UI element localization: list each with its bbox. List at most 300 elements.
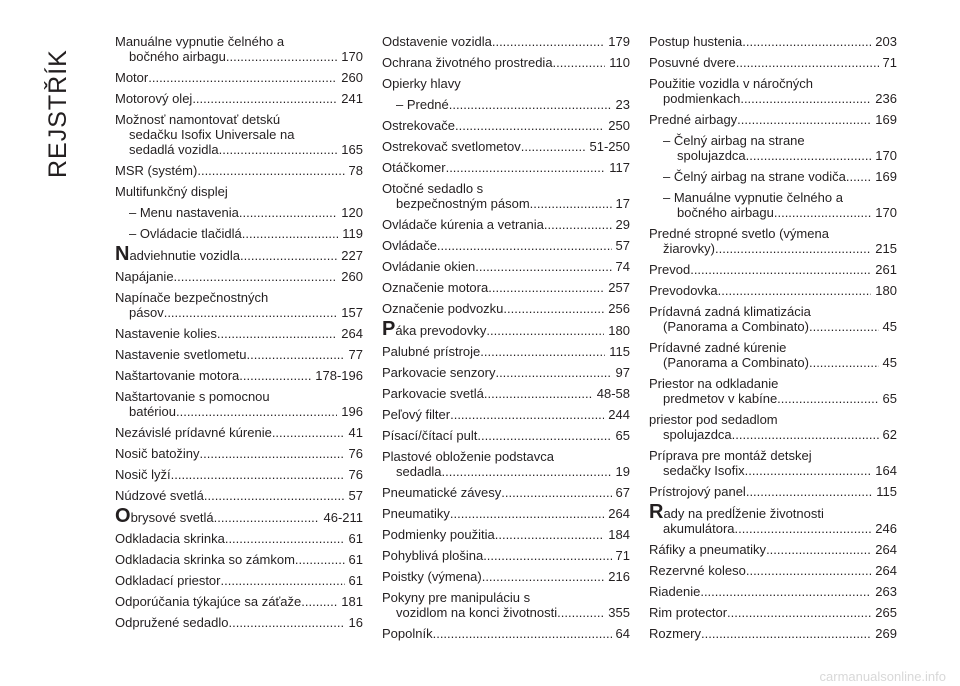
index-entry bbox=[649, 376, 897, 406]
page-number: 181 bbox=[341, 594, 363, 609]
index-entry bbox=[115, 425, 363, 440]
index-entry bbox=[382, 318, 630, 340]
index-entry bbox=[649, 55, 897, 70]
index-entry bbox=[382, 449, 630, 479]
leader-dots bbox=[242, 226, 339, 241]
entry-text: – Predné bbox=[396, 97, 449, 112]
index-entry bbox=[115, 368, 363, 383]
index-entry bbox=[115, 269, 363, 284]
page-number: 260 bbox=[341, 269, 363, 284]
entry-text: Použitie vozidla v náročných bbox=[649, 76, 814, 91]
entry-text: Napájanie. bbox=[115, 269, 178, 284]
page-number: 184 bbox=[608, 527, 630, 542]
leader-dots bbox=[295, 552, 345, 567]
entry-text: áka prevodovky bbox=[395, 323, 487, 338]
index-entry bbox=[649, 584, 897, 599]
index-entry bbox=[649, 133, 897, 163]
leader-dots bbox=[272, 425, 345, 440]
page-number: 97 bbox=[615, 365, 630, 380]
leader-dots bbox=[704, 584, 871, 599]
leader-dots bbox=[746, 484, 872, 499]
page-number: 170 bbox=[341, 49, 363, 64]
leader-dots bbox=[483, 548, 611, 563]
entry-text: Prídavná zadná klimatizácia bbox=[649, 304, 811, 319]
entry-text: bočného airbagu bbox=[129, 49, 226, 64]
leader-dots bbox=[521, 139, 586, 154]
index-column-2 bbox=[382, 34, 630, 647]
page-number: 269 bbox=[875, 626, 897, 641]
index-entry bbox=[115, 205, 363, 220]
entry-text: Prídavné zadné kúrenie bbox=[649, 340, 787, 355]
index-entry bbox=[382, 428, 630, 443]
page-number: 115 bbox=[876, 484, 897, 499]
entry-text: sedačky Isofix bbox=[663, 463, 745, 478]
entry-text: Pneumatické závesy bbox=[382, 485, 502, 500]
leader-dots bbox=[221, 573, 345, 588]
entry-text: Nezávislé prídavné kúrenie bbox=[115, 425, 272, 440]
index-entry bbox=[115, 226, 363, 241]
entry-text: Peľový filter bbox=[382, 407, 451, 422]
leader-dots bbox=[488, 386, 593, 401]
entry-text: Manuálne vypnutie čelného a bbox=[115, 34, 285, 49]
page-number: 215 bbox=[875, 241, 897, 256]
leader-dots bbox=[239, 368, 311, 383]
leader-dots bbox=[240, 248, 337, 263]
entry-text: (Panorama a Combinato) bbox=[663, 355, 809, 370]
index-entry bbox=[115, 91, 363, 106]
index-entry bbox=[649, 542, 897, 557]
page-number: 355 bbox=[608, 605, 630, 620]
index-entry bbox=[649, 605, 897, 620]
leader-dots bbox=[305, 594, 337, 609]
entry-text: Prevodovka bbox=[649, 283, 718, 298]
index-entry bbox=[382, 527, 630, 542]
page-number: 250 bbox=[608, 118, 630, 133]
leader-dots bbox=[774, 205, 871, 220]
leader-dots bbox=[749, 563, 871, 578]
leader-dots bbox=[200, 446, 345, 461]
page-number: 170 bbox=[875, 148, 897, 163]
page-number: 246 bbox=[875, 521, 897, 536]
page-number: 74 bbox=[615, 259, 630, 274]
index-entry bbox=[649, 283, 897, 298]
page-number: 78 bbox=[348, 163, 363, 178]
page-number: 257 bbox=[608, 280, 630, 295]
page-number: 61 bbox=[348, 573, 363, 588]
entry-text: Núdzové svetlá bbox=[115, 488, 204, 503]
entry-text: Nastavenie kolies bbox=[115, 326, 217, 341]
entry-text: ady na predĺženie životnosti bbox=[663, 506, 824, 521]
entry-text: priestor pod sedadlom bbox=[649, 412, 778, 427]
index-entry bbox=[115, 163, 363, 178]
leader-dots bbox=[556, 55, 605, 70]
page-number: 62 bbox=[882, 427, 897, 442]
leader-dots bbox=[446, 160, 606, 175]
page-number: 157 bbox=[341, 305, 363, 320]
leader-dots bbox=[479, 259, 612, 274]
entry-text: Predné airbagy bbox=[649, 112, 738, 127]
entry-text: spolujazdca bbox=[677, 148, 746, 163]
page-number: 170 bbox=[875, 205, 897, 220]
page-number: 110 bbox=[609, 55, 630, 70]
page-number: 45 bbox=[882, 355, 897, 370]
index-entry bbox=[649, 412, 897, 442]
index-entry bbox=[115, 243, 363, 265]
index-entry bbox=[115, 389, 363, 419]
entry-text: Ovládanie okien. bbox=[382, 259, 479, 274]
leader-dots bbox=[174, 467, 344, 482]
entry-text: Postup hustenia bbox=[649, 34, 743, 49]
page-number: 236 bbox=[875, 91, 897, 106]
page-number: 119 bbox=[342, 226, 363, 241]
leader-dots bbox=[450, 407, 604, 422]
page-number: 165 bbox=[341, 142, 363, 157]
entry-text: – Ovládacie tlačidlá bbox=[129, 226, 242, 241]
section-letter: R bbox=[649, 501, 664, 523]
entry-text: Poistky (výmena) bbox=[382, 569, 482, 584]
index-entry bbox=[649, 76, 897, 106]
entry-text: Písací/čítací pult bbox=[382, 428, 478, 443]
page-number: 45 bbox=[882, 319, 897, 334]
index-entry bbox=[382, 626, 630, 641]
leader-dots bbox=[533, 196, 611, 211]
entry-text: Odkladacia skrinka so zámkom bbox=[115, 552, 295, 567]
entry-text: spolujazdca. bbox=[663, 427, 736, 442]
page-number: 71 bbox=[882, 55, 897, 70]
entry-text: Plastové obloženie podstavca bbox=[382, 449, 555, 464]
entry-text: Palubné prístroje bbox=[382, 344, 481, 359]
page-number: 19 bbox=[615, 464, 630, 479]
leader-dots bbox=[746, 148, 872, 163]
index-entry bbox=[382, 301, 630, 316]
index-entry bbox=[649, 304, 897, 334]
index-entry bbox=[649, 262, 897, 277]
index-entry bbox=[115, 531, 363, 546]
watermark: carmanualsonline.info bbox=[819, 669, 946, 684]
entry-text: brysové svetlá bbox=[130, 510, 214, 525]
index-entry bbox=[115, 446, 363, 461]
leader-dots bbox=[740, 91, 871, 106]
entry-text: Parkovacie svetlá. bbox=[382, 386, 488, 401]
entry-text: Odstavenie vozidla bbox=[382, 34, 492, 49]
leader-dots bbox=[176, 404, 337, 419]
leader-dots bbox=[459, 118, 605, 133]
page-number: 180 bbox=[875, 283, 897, 298]
leader-dots bbox=[441, 238, 612, 253]
page-number: 264 bbox=[341, 326, 363, 341]
entry-text: sedačku Isofix Universale na bbox=[129, 127, 295, 142]
leader-dots bbox=[232, 615, 344, 630]
entry-text: Naštartovanie motora bbox=[115, 368, 240, 383]
leader-dots bbox=[214, 510, 320, 525]
section-letter: N bbox=[115, 243, 130, 265]
page-number: 65 bbox=[882, 391, 897, 406]
index-entry bbox=[382, 365, 630, 380]
index-column-3 bbox=[649, 34, 897, 647]
leader-dots bbox=[846, 169, 871, 184]
index-entry bbox=[115, 594, 363, 609]
entry-text: Príprava pre montáž detskej bbox=[649, 448, 812, 463]
entry-text: batériou bbox=[129, 404, 176, 419]
entry-text: Motor bbox=[115, 70, 149, 85]
index-entry bbox=[115, 326, 363, 341]
page-number: 61 bbox=[348, 552, 363, 567]
entry-text: Otáčkomer bbox=[382, 160, 446, 175]
page-number: 264 bbox=[875, 542, 897, 557]
page-number: 180 bbox=[608, 323, 630, 338]
leader-dots bbox=[492, 280, 604, 295]
entry-text: podmienkach bbox=[663, 91, 741, 106]
leader-dots bbox=[492, 34, 604, 49]
entry-text: Otočné sedadlo s bbox=[382, 181, 484, 196]
index-entry bbox=[382, 238, 630, 253]
page-number: 57 bbox=[615, 238, 630, 253]
index-entry bbox=[115, 290, 363, 320]
index-entry bbox=[115, 467, 363, 482]
index-entry bbox=[115, 347, 363, 362]
page-number: 260 bbox=[341, 70, 363, 85]
index-entry bbox=[382, 259, 630, 274]
entry-text: Odkladací priestor bbox=[115, 573, 221, 588]
entry-text: Riadenie. bbox=[649, 584, 704, 599]
entry-text: bočného airbagu bbox=[677, 205, 774, 220]
index-entry bbox=[382, 139, 630, 154]
index-entry bbox=[115, 552, 363, 567]
leader-dots bbox=[738, 521, 871, 536]
page-number: 203 bbox=[875, 34, 897, 49]
index-entry bbox=[649, 340, 897, 370]
page-number: 263 bbox=[875, 584, 897, 599]
entry-text: – Čelný airbag na strane vodiča bbox=[663, 169, 846, 184]
index-entry bbox=[382, 569, 630, 584]
index-entry bbox=[382, 217, 630, 232]
entry-text: Napínače bezpečnostných bbox=[115, 290, 269, 305]
entry-text: Pokyny pre manipuláciu s bbox=[382, 590, 531, 605]
page-number: 196 bbox=[341, 404, 363, 419]
index-entry bbox=[382, 548, 630, 563]
index-entry bbox=[115, 505, 363, 527]
index-entry bbox=[382, 34, 630, 49]
entry-text: Odporúčania týkajúce sa záťaže. bbox=[115, 594, 305, 609]
index-entry bbox=[649, 112, 897, 127]
index-entry bbox=[115, 70, 363, 85]
entry-text: – Čelný airbag na strane bbox=[663, 133, 805, 148]
index-entry bbox=[382, 97, 630, 112]
page-number: 48-58 bbox=[596, 386, 630, 401]
page-number: 29 bbox=[615, 217, 630, 232]
leader-dots bbox=[226, 49, 337, 64]
index-entry bbox=[382, 76, 630, 91]
leader-dots bbox=[177, 269, 337, 284]
page-number: 23 bbox=[615, 97, 630, 112]
entry-text: Odkladacia skrinka bbox=[115, 531, 225, 546]
leader-dots bbox=[737, 112, 871, 127]
leader-dots bbox=[809, 355, 879, 370]
page-number: 51-250 bbox=[589, 139, 630, 154]
leader-dots bbox=[742, 34, 871, 49]
page-number: 117 bbox=[609, 160, 630, 175]
index-column-1 bbox=[115, 34, 363, 636]
leader-dots bbox=[809, 319, 879, 334]
page-number: 67 bbox=[615, 485, 630, 500]
index-entry bbox=[649, 501, 897, 536]
index-entry bbox=[382, 55, 630, 70]
page-number: 178-196 bbox=[315, 368, 363, 383]
leader-dots bbox=[164, 305, 338, 320]
index-entry bbox=[382, 485, 630, 500]
entry-text: Ovládače. bbox=[382, 238, 441, 253]
entry-text: sedadla bbox=[396, 464, 442, 479]
leader-dots bbox=[219, 142, 338, 157]
page-number: 256 bbox=[608, 301, 630, 316]
page-number: 244 bbox=[608, 407, 630, 422]
index-entry bbox=[382, 344, 630, 359]
index-entry bbox=[382, 280, 630, 295]
entry-text: Odpružené sedadlo. bbox=[115, 615, 233, 630]
leader-dots bbox=[225, 531, 345, 546]
entry-text: Označenie podvozku. bbox=[382, 301, 508, 316]
leader-dots bbox=[495, 527, 605, 542]
leader-dots bbox=[701, 626, 871, 641]
leader-dots bbox=[449, 97, 612, 112]
index-entry bbox=[115, 34, 363, 64]
index-entry bbox=[115, 615, 363, 630]
section-letter: O bbox=[115, 505, 131, 527]
page-number: 46-211 bbox=[323, 510, 363, 525]
entry-text: vozidlom na konci životnosti bbox=[396, 605, 558, 620]
entry-text: Motorový olej bbox=[115, 91, 193, 106]
page-number: 17 bbox=[615, 196, 630, 211]
entry-text: Ovládače kúrenia a vetrania bbox=[382, 217, 544, 232]
entry-text: Opierky hlavy bbox=[382, 76, 461, 91]
page-number: 265 bbox=[875, 605, 897, 620]
leader-dots bbox=[690, 262, 871, 277]
page-number: 227 bbox=[341, 248, 363, 263]
entry-text: Možnosť namontovať detskú bbox=[115, 112, 281, 127]
leader-dots bbox=[450, 506, 604, 521]
index-entry bbox=[382, 160, 630, 175]
page-number: 264 bbox=[875, 563, 897, 578]
leader-dots bbox=[239, 205, 337, 220]
entry-text: Predné stropné svetlo (výmena bbox=[649, 226, 829, 241]
entry-text: Pneumatiky bbox=[382, 506, 450, 521]
leader-dots bbox=[766, 542, 871, 557]
index-entry bbox=[649, 484, 897, 499]
entry-text: adviehnutie vozidla bbox=[129, 248, 241, 263]
index-entry bbox=[115, 112, 363, 157]
leader-dots bbox=[507, 301, 604, 316]
entry-text: Prístrojový panel bbox=[649, 484, 746, 499]
entry-text: Rim protector bbox=[649, 605, 728, 620]
page-number: 76 bbox=[348, 446, 363, 461]
entry-text: Označenie motora. bbox=[382, 280, 492, 295]
leader-dots bbox=[192, 91, 337, 106]
entry-text: Multifunkčný displej bbox=[115, 184, 228, 199]
leader-dots bbox=[544, 217, 612, 232]
leader-dots bbox=[442, 464, 612, 479]
page-number: 169 bbox=[875, 169, 897, 184]
leader-dots bbox=[501, 485, 611, 500]
page-number: 169 bbox=[875, 112, 897, 127]
entry-text: Podmienky použitia bbox=[382, 527, 495, 542]
entry-text: – Menu nastavenia bbox=[129, 205, 239, 220]
entry-text: Ráfiky a pneumatiky bbox=[649, 542, 767, 557]
entry-text: Ochrana životného prostredia. bbox=[382, 55, 557, 70]
index-entry bbox=[649, 34, 897, 49]
page-number: 61 bbox=[348, 531, 363, 546]
index-entry bbox=[115, 488, 363, 503]
leader-dots bbox=[727, 605, 871, 620]
leader-dots bbox=[477, 428, 611, 443]
entry-text: sedadlá vozidla bbox=[129, 142, 219, 157]
section-letter: P bbox=[382, 318, 396, 340]
page-number: 57 bbox=[348, 488, 363, 503]
page-number: 261 bbox=[875, 262, 897, 277]
leader-dots bbox=[735, 427, 878, 442]
leader-dots bbox=[715, 241, 871, 256]
index-entry bbox=[115, 573, 363, 588]
page-number: 179 bbox=[608, 34, 630, 49]
page-number: 77 bbox=[348, 347, 363, 362]
page-number: 41 bbox=[348, 425, 363, 440]
leader-dots bbox=[745, 463, 872, 478]
leader-dots bbox=[217, 326, 337, 341]
leader-dots bbox=[486, 323, 604, 338]
leader-dots bbox=[495, 365, 611, 380]
page-number: 16 bbox=[348, 615, 363, 630]
leader-dots bbox=[247, 347, 345, 362]
leader-dots bbox=[148, 70, 337, 85]
page-number: 115 bbox=[609, 344, 630, 359]
entry-text: pásov bbox=[129, 305, 164, 320]
entry-text: Ostrekovače. bbox=[382, 118, 459, 133]
index-entry bbox=[649, 226, 897, 256]
entry-text: Posuvné dvere bbox=[649, 55, 736, 70]
entry-text: bezpečnostným pásom. bbox=[396, 196, 534, 211]
entry-text: Rezervné koleso. bbox=[649, 563, 750, 578]
page-number: 71 bbox=[615, 548, 630, 563]
index-entry bbox=[649, 190, 897, 220]
index-entry bbox=[382, 118, 630, 133]
leader-dots bbox=[557, 605, 604, 620]
leader-dots bbox=[736, 55, 879, 70]
entry-text: akumulátora. bbox=[663, 521, 739, 536]
leader-dots bbox=[436, 626, 611, 641]
leader-dots bbox=[718, 283, 872, 298]
leader-dots bbox=[781, 391, 879, 406]
leader-dots bbox=[480, 344, 605, 359]
entry-text: predmetov v kabíne. bbox=[663, 391, 781, 406]
entry-text: Pohyblivá plošina bbox=[382, 548, 484, 563]
index-entry bbox=[649, 563, 897, 578]
entry-text: žiarovky) bbox=[663, 241, 716, 256]
entry-text: Nosič lyží. bbox=[115, 467, 175, 482]
index-entry bbox=[382, 181, 630, 211]
leader-dots bbox=[204, 488, 345, 503]
entry-text: (Panorama a Combinato) bbox=[663, 319, 809, 334]
leader-dots bbox=[201, 163, 345, 178]
entry-text: Parkovacie senzory bbox=[382, 365, 496, 380]
page-number: 241 bbox=[341, 91, 363, 106]
index-entry bbox=[649, 626, 897, 641]
page-number: 64 bbox=[615, 626, 630, 641]
page-number: 264 bbox=[608, 506, 630, 521]
entry-text: – Manuálne vypnutie čelného a bbox=[663, 190, 843, 205]
entry-text: Priestor na odkladanie bbox=[649, 376, 779, 391]
page-number: 120 bbox=[341, 205, 363, 220]
entry-text: Prevod bbox=[649, 262, 691, 277]
index-entry bbox=[649, 169, 897, 184]
